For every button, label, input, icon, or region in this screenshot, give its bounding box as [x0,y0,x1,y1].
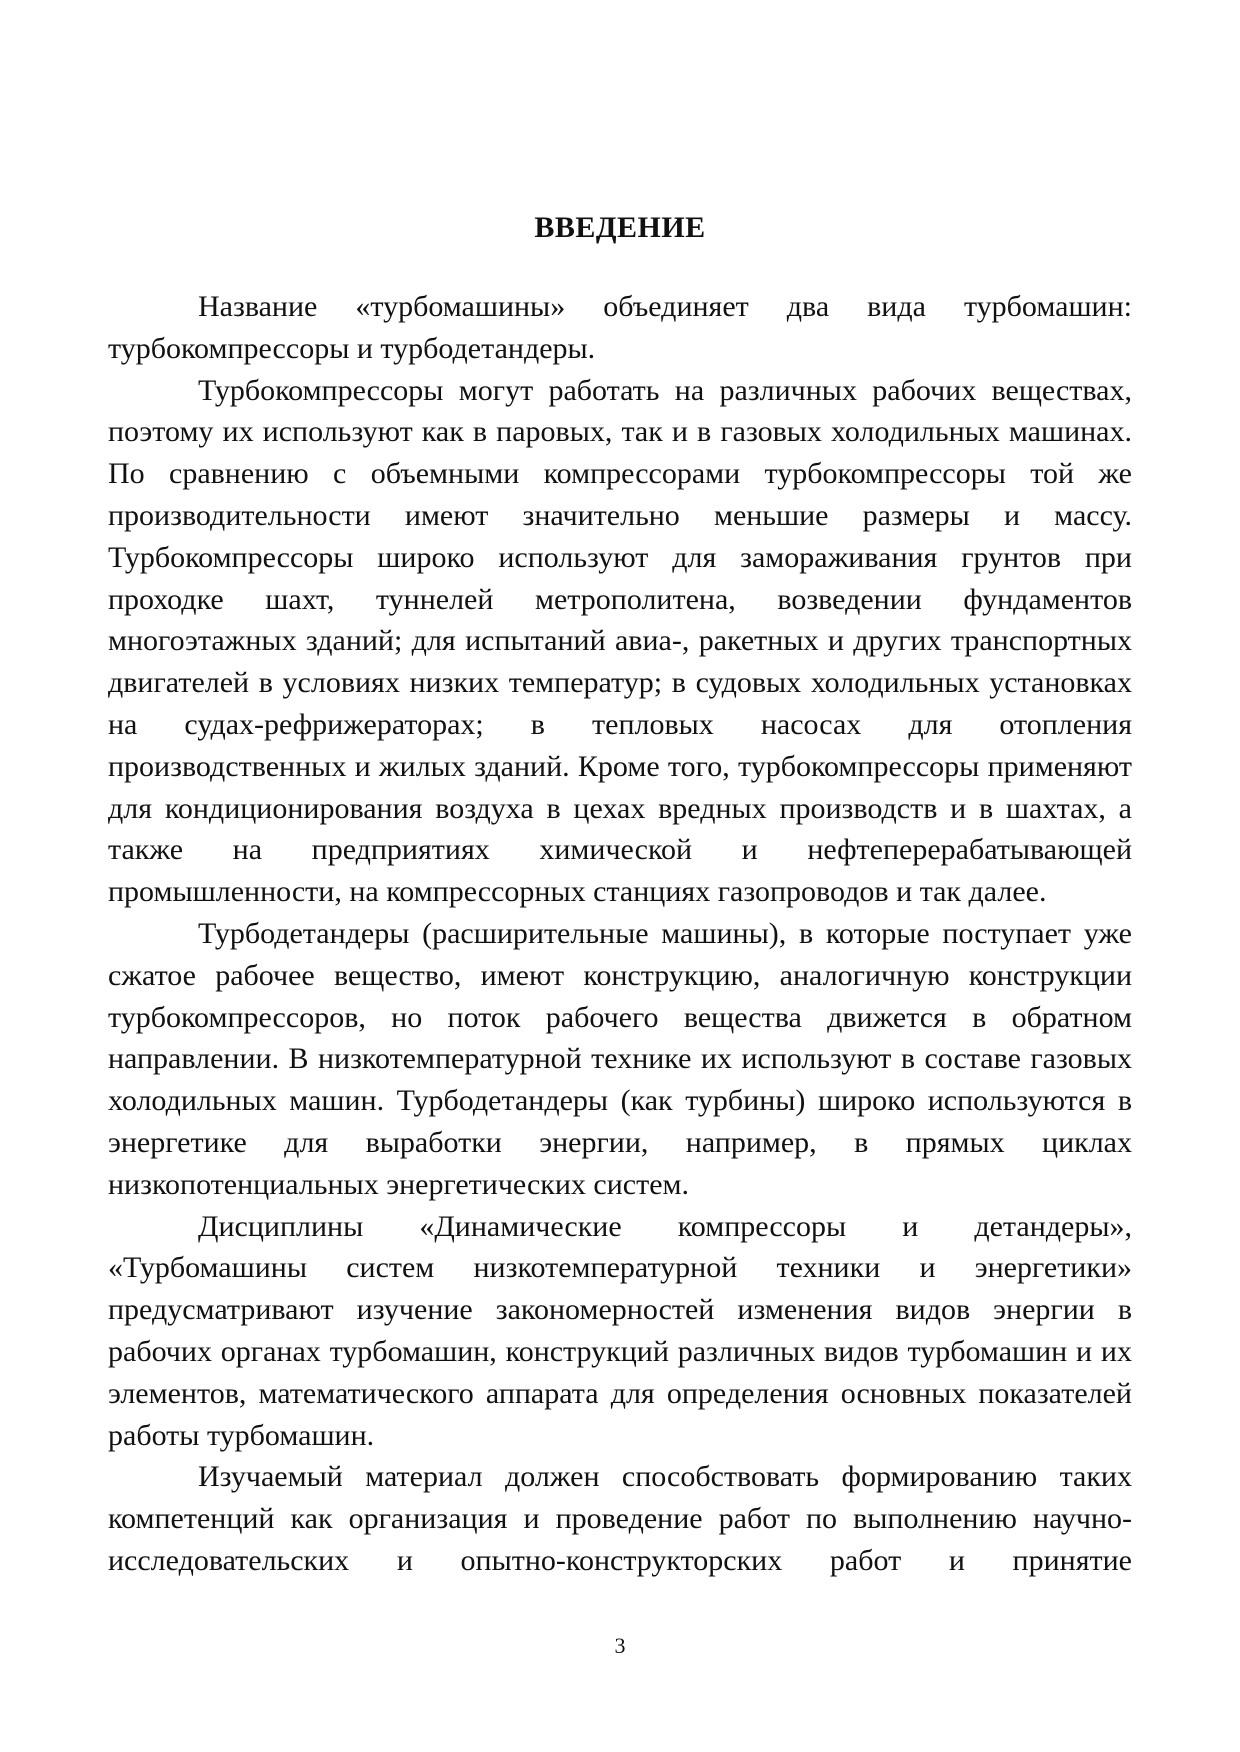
paragraph-turbocompressors: Турбокомпрессоры могут работать на различных рабочих веществах, поэтому их используют как в паровых, так и в газовых холодильных машинах. По сравнению с объемными компрессорами турбокомпрессоры той же производительности имеют значительно меньшие размеры и массу. Турбокомпрессоры широко используют для замораживания грунтов при проходке шахт, туннелей метрополитена, возведении фундаментов многоэтажных зданий; для испытаний авиа-, ракетных и других транспортных двигателей в условиях низких температур; в судовых холодильных установках на судах-рефрижераторах; в тепловых насосах для отопления производственных и жилых зданий. Кроме того, турбокомпрессоры применяют для кондиционирования воздуха в цехах вредных производств и в шахтах, а также на предприятиях химической и нефтеперерабатывающей промышленности, на компрессорных станциях газопроводов и так далее. [108,373,1132,909]
paragraph-disciplines: Дисциплины «Динамические компрессоры и детандеры», «Турбомашины систем низкотемпературной техники и энергетики» предусматривают изучение закономерностей изменения видов энергии в рабочих органах турбомашин, конструкций различных видов турбомашин и их элементов, математического аппарата для определения основных показателей работы турбомашин. [108,1209,1132,1452]
body-text [108,286,1132,1582]
paragraph-competencies: Изучаемый материал должен способствовать формированию таких компетенций как организация и проведение работ по выполнению научно-исследовательских и опытно-конструкторских работ и принятие [108,1460,1132,1577]
paragraph-turboexpanders: Турбодетандеры (расширительные машины), в которые поступает уже сжатое рабочее вещество, имеют конструкцию, аналогичную конструкции турбокомпрессоров, но поток рабочего вещества движется в обратном направлении. В низкотемпературной технике их используют в составе газовых холодильных машин. Турбодетандеры (как турбины) широко используются в энергетике для выработки энергии, например, в прямых циклах низкопотенциальных энергетических систем. [108,916,1132,1201]
page-number: 3 [614,1633,626,1658]
page-title: ВВЕДЕНИЕ [534,211,706,244]
paragraph-intro: Название «турбомашины» объединяет два вида турбомашин: турбокомпрессоры и турбодетандеры. [108,290,1132,365]
